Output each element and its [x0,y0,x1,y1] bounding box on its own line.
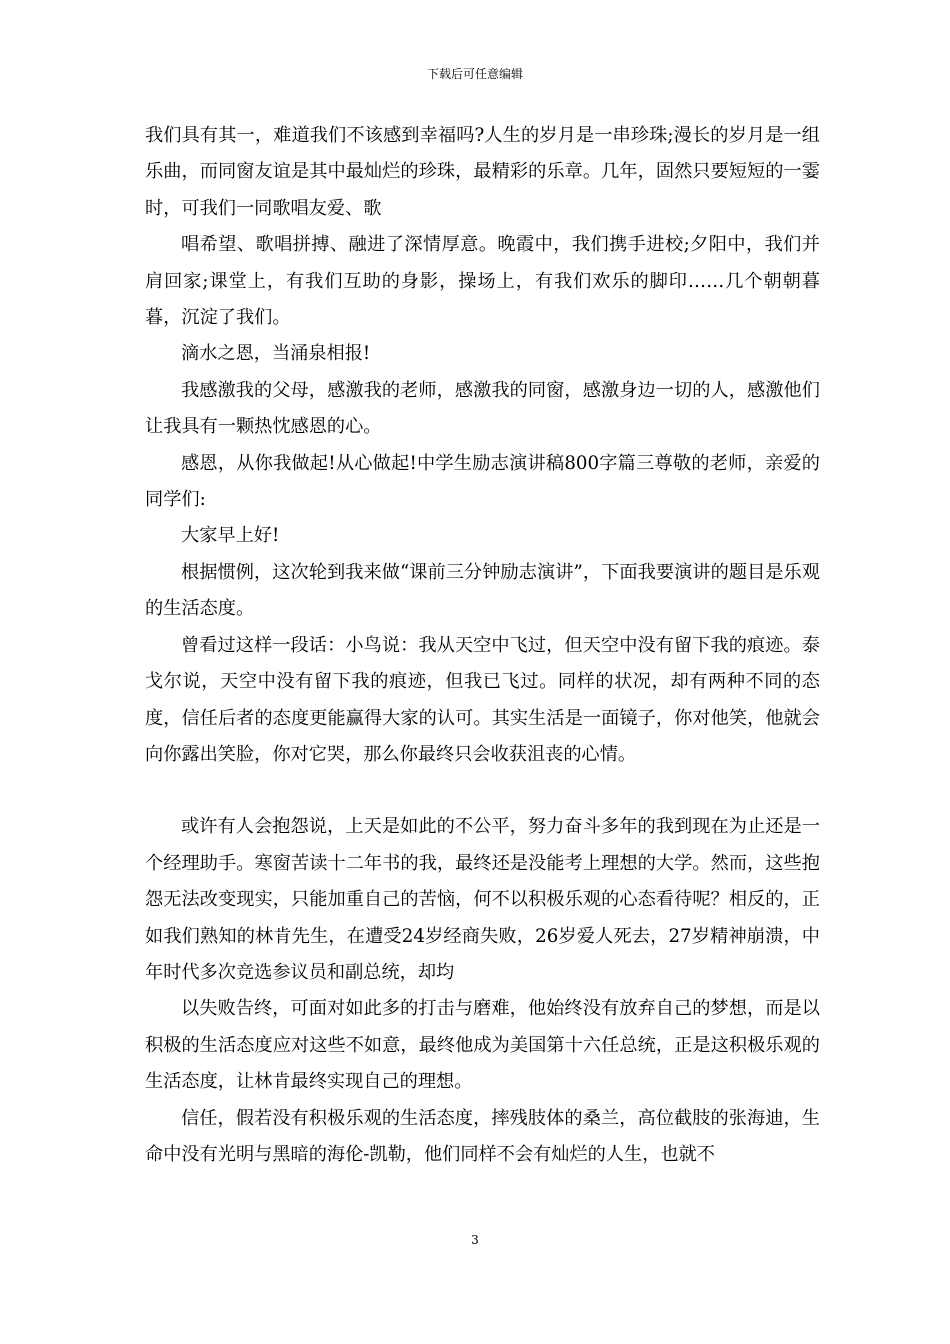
paragraph: 滴水之恩，当涌泉相报! [181,343,371,365]
paragraph: 大家早上好! [181,525,280,547]
paragraph: 根据惯例，这次轮到我来做“课前三分钟励志演讲”，下面我要演讲的题目是乐观的生活态度。 [145,561,820,620]
paragraph: 以失败告终，可面对如此多的打击与磨难，他始终没有放弃自己的梦想，而是以积极的生活态度应对这些不如意，最终他成为美国第十六任总统，正是这积极乐观的生活态度，让林肯最终实现自己的理想。 [145,998,820,1093]
paragraph: 我们具有其一，难道我们不该感到幸福吗?人生的岁月是一串珍珠;漫长的岁月是一组乐曲，而同窗友谊是其中最灿烂的珍珠，最精彩的乐章。几年，固然只要短短的一霎时，可我们一同歌唱友爱、歌 [145,125,820,219]
page-number: 3 [471,1233,479,1247]
document-body [145,118,820,1173]
paragraph: 唱希望、歌唱拼搏、融进了深情厚意。晚霞中，我们携手进校;夕阳中，我们并肩回家;课堂上，有我们互助的身影，操场上，有我们欢乐的脚印……几个朝朝暮暮，沉淀了我们。 [145,234,820,329]
paragraph: 我感激我的父母，感激我的老师，感激我的同窗，感激身边一切的人，感激他们让我具有一颗热忱感恩的心。 [145,379,820,438]
paragraph: 信任，假若没有积极乐观的生活态度，摔残肢体的桑兰，高位截肢的张海迪，生命中没有光明与黑暗的海伦-凯勒，他们同样不会有灿烂的人生，也就不 [145,1107,820,1165]
paragraph: 曾看过这样一段话：小鸟说：我从天空中飞过，但天空中没有留下我的痕迹。泰戈尔说，天空中没有留下我的痕迹，但我已飞过。同样的状况，却有两种不同的态度，信任后者的态度更能赢得大家的认可。其实生活是一面镜子，你对他笑，他就会向你露出笑脸，你对它哭，那么你最终只会收获沮丧的心情。 [145,634,820,765]
paragraph: 或许有人会抱怨说，上天是如此的不公平，努力奋斗多年的我到现在为止还是一个经理助手。寒窗苦读十二年书的我，最终还是没能考上理想的大学。然而，这些抱怨无法改变现实，只能加重自己的苦恼，何不以积极乐观的心态看待呢？相反的，正如我们熟知的林肯先生，在遭受24岁经商失败，26岁爱人死去，27岁精神崩溃，中年时代多次竞选参议员和副总统，却均 [145,816,820,983]
paragraph-gap [145,773,820,809]
page-header: 下载后可任意编辑 [426,67,523,81]
paragraph: 感恩，从你我做起!从心做起!中学生励志演讲稿800字篇三尊敬的老师，亲爱的同学们: [145,452,820,511]
